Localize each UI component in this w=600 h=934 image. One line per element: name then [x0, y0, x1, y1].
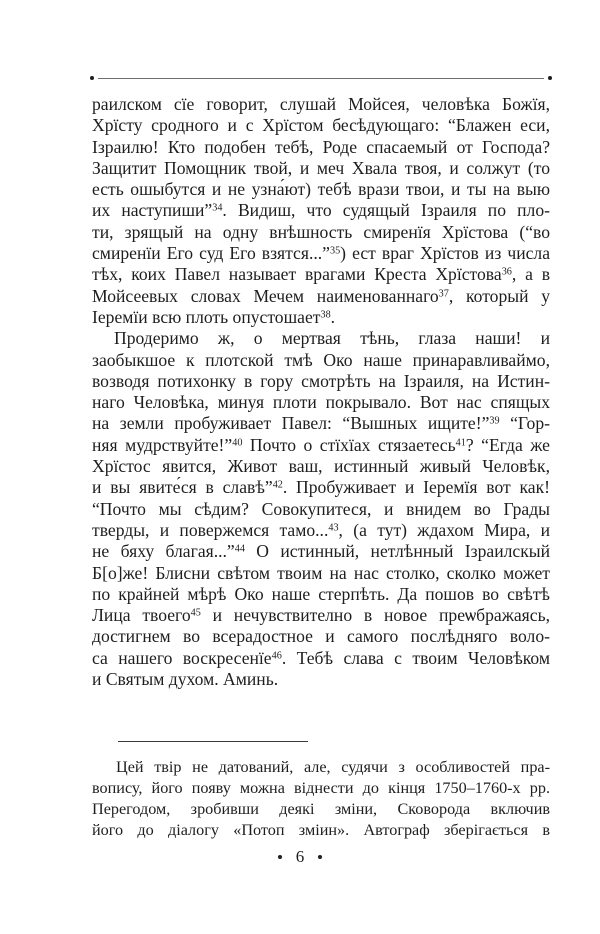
text-segment: и Святым духом. Аминь. — [92, 669, 279, 690]
footnote-ref: 43 — [328, 522, 339, 534]
text-segment: , (а тут) ждахом Мира, и — [338, 519, 550, 540]
text-segment: “Почто мы сѣдим? Совокупитеся, и внидем во Грады — [92, 498, 550, 519]
page-number-dot-right — [318, 855, 322, 859]
text-line — [92, 477, 550, 498]
footnote-ref: 34 — [212, 202, 223, 214]
footnote-ref: 39 — [489, 415, 500, 427]
text-line — [92, 520, 550, 541]
text-segment: по крайней мѣрѣ Око наше стерпѣть. Да пошов во свѣтѣ — [92, 583, 550, 604]
text-segment: Іеремїи всю плоть опустошает — [92, 306, 321, 327]
text-segment: Продеримо ж, о мертвая тѣнь, глаза наши! и — [114, 328, 550, 349]
running-header-rule — [88, 73, 554, 83]
text-segment: ) ест враг Хрїстов из числа — [340, 243, 550, 264]
text-line — [92, 200, 550, 221]
footnote-ref: 41 — [455, 437, 466, 449]
page-number-footer — [0, 846, 600, 868]
text-segment: . Видиш, что судящый Ізраиля по пло- — [222, 200, 550, 221]
text-line — [92, 350, 550, 371]
text-segment: ти, зрящый на одну внѣшность смиренїя Хрїстова (“во — [92, 221, 550, 242]
text-segment: Б[о]же! Блисни свѣтом твоим на нас столко, сколко может — [92, 562, 550, 583]
footnote-separator — [118, 741, 308, 742]
text-segment: О истинный, нетлѣнный Ізраилскый — [244, 541, 550, 562]
text-segment: раилском сїе говорит, слушай Мойсея, человѣка Божїя, — [92, 94, 550, 114]
text-segment: их наступиши” — [92, 200, 213, 221]
text-line — [92, 158, 550, 179]
text-segment: есть ошыбутся и не узна́ют) тебѣ врази твои, и ты на выю — [92, 179, 550, 200]
footnote-ref: 44 — [234, 543, 245, 555]
text-line — [92, 286, 550, 307]
text-segment: наго Человѣка, минуя плоти покрывало. Вот нас спящых — [92, 392, 550, 413]
text-segment: . — [330, 306, 336, 327]
text-segment: няя мудрствуйте!” — [92, 434, 233, 455]
text-segment: Цей твір не датований, але, судячи з особливостей пра- — [116, 758, 550, 776]
text-line — [92, 264, 550, 285]
text-line — [92, 584, 550, 605]
text-line — [92, 371, 550, 392]
text-segment: Лица твоего — [92, 605, 191, 626]
header-rule-line — [98, 78, 544, 79]
main-text-body — [92, 94, 550, 690]
text-segment: Защитит Помощник твой, и меч Хвала твоя, и солжут (то — [92, 157, 550, 178]
footnote-line — [92, 778, 550, 799]
text-line — [92, 115, 550, 136]
footnote-line — [92, 799, 550, 820]
text-segment: и вы явите́ся в славѣ” — [92, 477, 273, 498]
footnote-ref: 46 — [271, 650, 282, 662]
text-line — [92, 648, 550, 669]
text-segment: возводя потихонку в гору смотрѣть на Ізраиля, на Истин- — [92, 370, 550, 391]
text-segment: достигнем во всерадостное и самого послѣдняго воло- — [92, 626, 550, 647]
text-line — [92, 243, 550, 264]
text-segment: . Пробуживает и Іеремїя вот как! — [282, 477, 550, 498]
text-line — [92, 137, 550, 158]
footnote-ref: 45 — [190, 607, 201, 619]
text-line — [92, 626, 550, 647]
text-line — [92, 222, 550, 243]
text-segment: . Тебѣ слава с твоим Человѣком — [281, 647, 550, 668]
text-segment: Мойсеевых словах Мечем наименованнаго — [92, 285, 439, 306]
footnote-ref: 36 — [501, 266, 512, 278]
text-segment: “Гор- — [499, 413, 550, 434]
footnote-ref: 35 — [329, 245, 341, 257]
footnote-line — [92, 820, 550, 841]
text-segment: його до діалогу «Потоп зміин». Автограф зберігається в — [92, 821, 550, 839]
text-line — [92, 179, 550, 200]
footnote-ref: 37 — [438, 288, 449, 300]
text-line — [92, 541, 550, 562]
header-rule-dot-right — [548, 76, 552, 80]
text-segment: и нечувствително в новое преѡбражаясь, — [200, 605, 550, 626]
text-segment: тверды, и повержемся тамо... — [92, 519, 329, 540]
text-line — [92, 499, 550, 520]
text-line — [92, 563, 550, 584]
text-segment: Почто о стїхїах стязаетесь — [242, 434, 456, 455]
text-segment: са нашего воскресенїе — [92, 647, 272, 668]
text-line — [92, 605, 550, 626]
text-segment: ? “Егда же — [465, 434, 550, 455]
footnote-line — [92, 757, 550, 778]
footnote-text — [92, 757, 550, 841]
text-segment: заобыкшое к плотской тмѣ Око наше принаравливаймо, — [92, 349, 550, 370]
text-segment: , а в — [511, 264, 550, 285]
text-line — [92, 669, 550, 690]
text-line — [92, 413, 550, 434]
text-line — [92, 392, 550, 413]
text-segment: не бяху благая...” — [92, 541, 235, 562]
footnote-ref: 42 — [272, 479, 283, 491]
footnote-ref: 40 — [232, 437, 243, 449]
header-rule-dot-left — [90, 76, 94, 80]
footnote-ref: 38 — [320, 309, 331, 321]
text-line — [92, 307, 550, 328]
text-line — [92, 328, 550, 349]
page-number-dot-left — [278, 855, 282, 859]
text-segment: Перегодом, зробивши деякі зміни, Сковорода включив — [92, 800, 550, 818]
text-segment: тѣх, коих Павел называет врагами Креста Хрїстова — [92, 264, 502, 285]
page-number: 6 — [295, 847, 305, 866]
text-line — [92, 456, 550, 477]
text-segment: Ізраилю! Кто подобен тебѣ, Роде спасаемый от Господа? — [92, 136, 550, 157]
text-segment: смиренїи Его суд Его взятся...” — [92, 243, 330, 264]
text-segment: вопису, його появу можна віднести до кінця 1750–1760-х рр. — [92, 779, 550, 797]
text-segment: Хрїсту сродного и с Хрїстом бесѣдующаго: “Блажен еси, — [92, 115, 550, 136]
text-line — [92, 94, 550, 115]
text-segment: на земли пробуживает Павел: “Вышных ищите!” — [92, 413, 490, 434]
text-line — [92, 435, 550, 456]
text-segment: , который у — [448, 285, 550, 306]
text-segment: Хрїстос явится, Живот ваш, истинный живый Человѣк, — [92, 456, 550, 477]
